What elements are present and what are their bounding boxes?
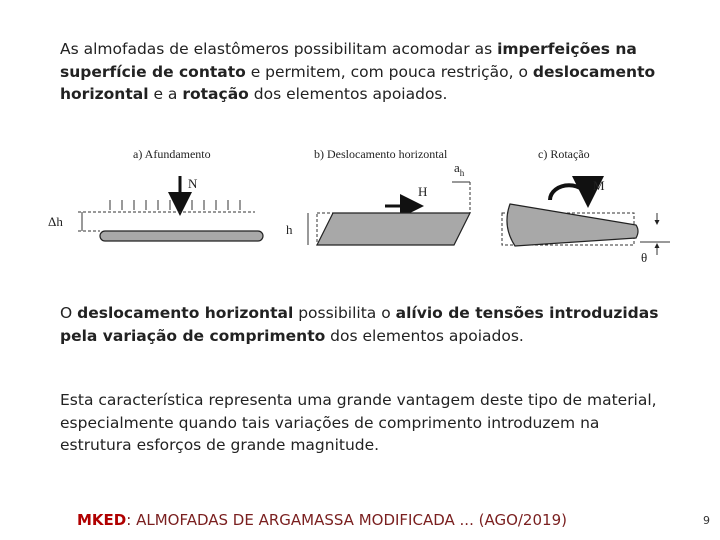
panel-b-shear [286, 147, 470, 245]
footer-citation [77, 511, 567, 529]
pad-height-label: h [286, 222, 293, 237]
rotated-pad [507, 204, 638, 246]
footer-brand: MKED [77, 511, 127, 529]
panel-a-compression [48, 147, 263, 241]
moment-arrow [550, 185, 588, 200]
panel-c-rotation [502, 147, 670, 265]
intro-text-2: e permitem, com pouca restrição, o [245, 62, 533, 81]
horizontal-force-label: H [418, 184, 428, 199]
bearing-deformation-figure [40, 138, 680, 273]
shear-dimension-label: $a_h$ [454, 160, 465, 178]
advantage-paragraph: Esta característica representa uma grande vantagem deste tipo de material, especialmente quando tais variações de comprimento introduzem na estrutura esforços de grande magnitude. [60, 391, 657, 454]
intro-paragraph [60, 38, 670, 106]
compressed-pad [100, 231, 263, 241]
displacement-bold-2: alívio de tensões introduzidas pela variação de comprimento [60, 304, 659, 345]
distributed-load-arrows [110, 200, 240, 210]
displacement-text-2: possibilita o [293, 304, 396, 322]
panel-c-caption: c) Rotação [538, 147, 590, 161]
height-change-label: Δh [48, 214, 63, 229]
displacement-paragraph [60, 302, 670, 347]
displacement-bold-1: deslocamento horizontal [77, 304, 294, 322]
intro-bold-imperfections: imperfeições na superfície de contato [60, 40, 637, 81]
intro-bold-displacement: deslocamento horizontal [60, 62, 656, 103]
sheared-pad [317, 213, 470, 245]
intro-text-4: dos elementos apoiados. [248, 85, 448, 103]
panel-a-caption: a) Afundamento [133, 147, 211, 161]
displacement-text-1: O [60, 304, 78, 322]
normal-force-label: N [188, 176, 198, 191]
panel-b-caption: b) Deslocamento horizontal [314, 147, 448, 161]
page-number: 9 [703, 514, 710, 527]
intro-bold-rotation: rotação [182, 85, 249, 103]
moment-label: M [593, 178, 605, 193]
rotation-angle-label: θ [641, 250, 648, 265]
intro-text-3: e a [148, 85, 183, 103]
displacement-text-3: dos elementos apoiados. [325, 326, 524, 345]
intro-text-1: As almofadas de elastômeros possibilitam acomodar as [60, 40, 498, 58]
footer-text: : ALMOFADAS DE ARGAMASSA MODIFICADA ... (AGO/2019) [126, 511, 567, 529]
